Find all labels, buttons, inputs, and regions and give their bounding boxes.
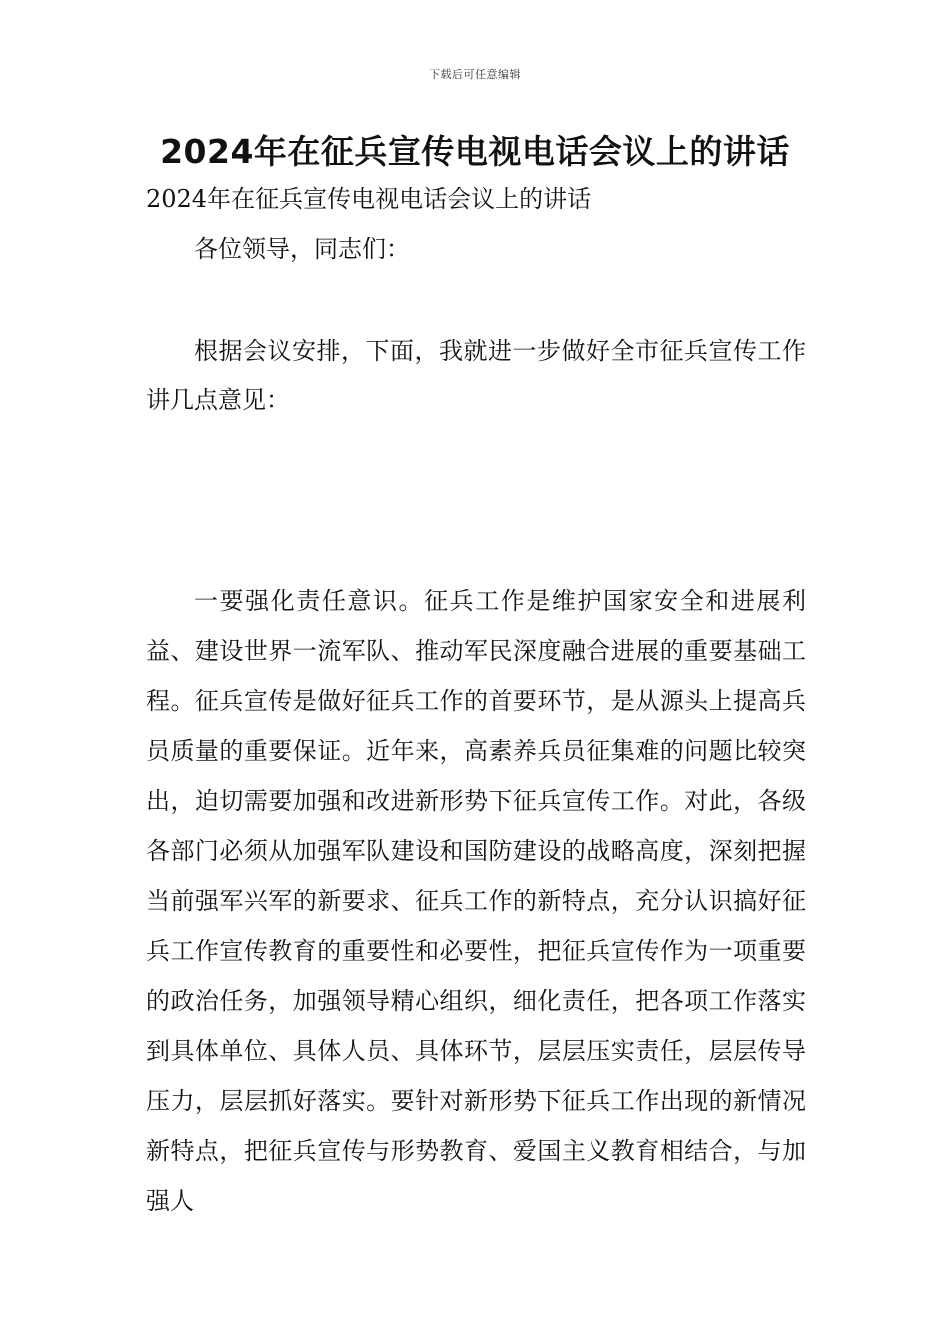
header-note: 下载后可任意编辑	[429, 68, 521, 81]
paragraph: 一要强化责任意识。征兵工作是维护国家安全和进展利益、建设世界一流军队、推动军民深度融合进展的重要基础工程。征兵宣传是做好征兵工作的首要环节，是从源头上提高兵员质量的重要保证。近年来，高素养兵员征集难的问题比较突出，迫切需要加强和改进新形势下征兵宣传工作。对此，各级各部门必须从加强军队建设和国防建设的战略高度，深刻把握当前强军兴军的新要求、征兵工作的新特点，充分认识搞好征兵工作宣传教育的重要性和必要性，把征兵宣传作为一项重要的政治任务，加强领导精心组织，细化责任，把各项工作落实到具体单位、具体人员、具体环节，层层压实责任，层层传导压力，层层抓好落实。要针对新形势下征兵工作出现的新情况新特点，把征兵宣传与形势教育、爱国主义教育相结合，与加强人	[146, 587, 806, 1215]
salutation: 各位领导，同志们：	[194, 235, 410, 263]
document-subtitle: 2024年在征兵宣传电视电话会议上的讲话	[146, 185, 592, 213]
document-title: 2024年在征兵宣传电视电话会议上的讲话	[160, 132, 790, 171]
paragraph: 根据会议安排，下面，我就进一步做好全市征兵宣传工作讲几点意见：	[146, 337, 806, 414]
